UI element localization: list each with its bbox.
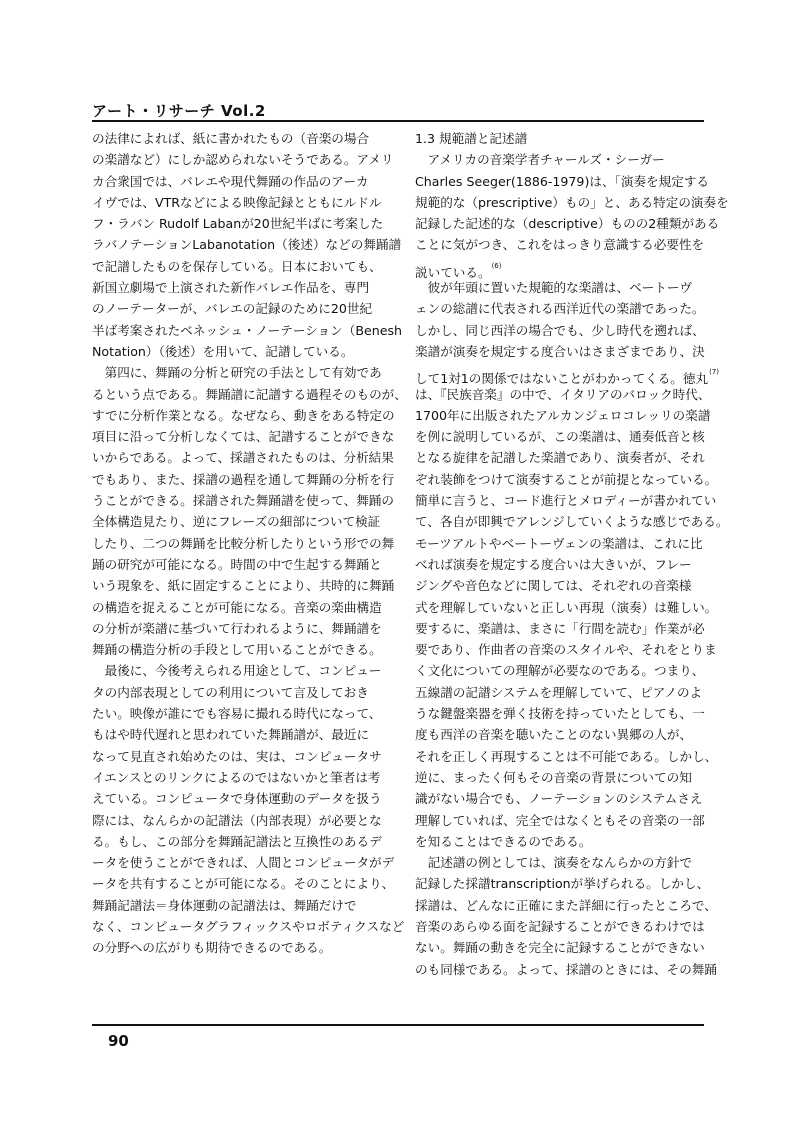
left-column-line-text: イエンスとのリンクによるのではないかと筆者は考 xyxy=(92,769,381,785)
right-column-line xyxy=(415,788,703,809)
right-column-line xyxy=(415,916,703,937)
left-column-line xyxy=(92,682,380,703)
left-column-line-text: 舞踊記譜法＝身体運動の記譜法は、舞踊だけで xyxy=(92,897,357,913)
left-column-line xyxy=(92,277,380,298)
right-column-line-text: 式を理解していないと正しい再現（演奏）は難しい。 xyxy=(415,599,718,615)
left-column-line-text: なく、コンピュータグラフィックスやロボティクスなど xyxy=(92,918,405,934)
right-column-line xyxy=(415,597,718,618)
right-column-line xyxy=(415,703,703,724)
left-column-line-text: 第四に、舞踊の分析と研究の手法として有効であ xyxy=(92,365,382,381)
left-column-line-text: いう現象を、紙に固定することにより、共時的に舞踊 xyxy=(92,578,395,594)
left-column-line-text: なって見直され始めたのは、実は、コンピュータサ xyxy=(92,748,382,764)
left-column-line-text: 半ば考案されたベネッシュ・ノーテーション（Benesh xyxy=(92,322,402,338)
right-column-line-text: しかし、同じ西洋の場合でも、少し時代を遡れば、 xyxy=(415,322,705,338)
right-column-line xyxy=(415,128,703,149)
left-column-line xyxy=(92,703,380,724)
right-column-line xyxy=(415,746,718,767)
right-column-line-text: を例に説明しているが、この楽譜は、通奏低音と核 xyxy=(415,429,705,445)
right-column-line-text: のも同様である。よって、採譜のときには、その舞踊 xyxy=(415,961,717,977)
left-column-line-text: 新国立劇場で上演された新作バレエ作品を、専門 xyxy=(92,280,370,296)
right-column-line-text: うな鍵盤楽器を弾く技術を持っていたとしても、一 xyxy=(415,706,705,722)
left-column-line xyxy=(92,895,380,916)
left-column-line-text: すでに分析作業となる。なぜなら、動きをある特定の xyxy=(92,407,395,423)
header-rule xyxy=(92,120,704,122)
right-column-line-text: 逆に、まったく何もその音楽の背景についての知 xyxy=(415,769,692,785)
right-column-line-text: 記述譜の例としては、演奏をなんらかの方針で xyxy=(415,855,693,871)
right-column-line-text: 記録した記述的な（descriptive）ものの2種類がある xyxy=(415,216,720,232)
right-column-line xyxy=(415,533,703,554)
right-column-line xyxy=(415,171,710,192)
left-column-line xyxy=(92,128,380,149)
right-column-line xyxy=(415,213,720,234)
left-column-line xyxy=(92,660,380,681)
left-column-line-text: もはや時代遅れと思われていた舞踊譜が、最近に xyxy=(92,727,370,743)
left-column-line xyxy=(92,746,380,767)
left-column-line-text: いからである。よって、採譜されたものは、分析結果 xyxy=(92,450,394,466)
right-column-line xyxy=(415,831,703,852)
right-column-line-text: べれば演奏を規定する度合いは大きいが、フレー xyxy=(415,556,692,572)
right-column-line xyxy=(415,362,720,387)
left-column-line-text: の法律によれば、紙に書かれたもの（音楽の場合 xyxy=(92,131,370,146)
right-column-line-text: それを正しく再現することは不可能である。しかし、 xyxy=(415,748,718,764)
left-column-line-text: の楽譜など）にしか認められないそうである。アメリ xyxy=(92,152,394,168)
left-column-line xyxy=(92,575,395,596)
left-column-line xyxy=(92,171,380,192)
right-column-line-text: 簡単に言うと、コード進行とメロディーが書かれてい xyxy=(415,493,717,509)
right-column-line xyxy=(415,511,729,532)
left-column-line xyxy=(92,490,394,511)
right-column-line-text: 彼が年頭に置いた規範的な楽譜は、ベートーヴ xyxy=(415,280,693,296)
right-column-line xyxy=(415,639,717,660)
right-column-line xyxy=(415,320,703,341)
right-column-line-text: モーツアルトやベートーヴェンの楽譜は、これに比 xyxy=(415,535,703,551)
right-column-line-text: く文化についての理解が必要なのである。つまり、 xyxy=(415,663,705,679)
right-column-line-text: ことに気がつき、これをはっきり意識する必要性を xyxy=(415,237,705,253)
right-column-line-text: して1対1の関係ではないことがわかってくる。徳丸 xyxy=(415,371,709,387)
right-column-line xyxy=(415,575,703,596)
left-column-line-text: る。もし、この部分を舞踊記譜法と互換性のあるデ xyxy=(92,833,382,849)
left-column-line-text: ラバノテーションLabanotation（後述）などの舞踊譜 xyxy=(92,237,402,253)
left-column-line xyxy=(92,852,395,873)
right-column-line-text: 五線譜の記譜システムを理解していて、ピアノのよ xyxy=(415,684,703,700)
right-column-line xyxy=(415,660,703,681)
right-column-line xyxy=(415,469,718,490)
right-column-line xyxy=(415,298,703,319)
left-column-line xyxy=(92,916,405,937)
left-column-line xyxy=(92,405,395,426)
right-column-line-text: ジングや音色などに関しては、それぞれの音楽様 xyxy=(415,578,692,594)
left-column-line xyxy=(92,597,380,618)
right-column-line xyxy=(415,937,703,958)
left-column-line-text: フ・ラバン Rudolf Labanが20世紀半ばに考案した xyxy=(92,216,384,232)
left-column-line xyxy=(92,788,380,809)
left-column-line-text: 最後に、今後考えられる用途として、コンピュー xyxy=(92,663,382,679)
right-column-line-text: 楽譜が演奏を規定する度合いはさまざまであり、決 xyxy=(415,343,705,359)
right-column-line xyxy=(415,277,703,298)
right-column-line xyxy=(415,192,729,213)
right-column-line xyxy=(415,724,703,745)
right-column-line xyxy=(415,618,703,639)
left-column-line xyxy=(92,192,380,213)
left-column-line-text: の分野への広がりも期待できるのである。 xyxy=(92,940,332,956)
footer-rule xyxy=(92,1024,704,1026)
left-column-line-text: 踊の研究が可能になる。時間の中で生起する舞踊と xyxy=(92,556,382,572)
left-column-line xyxy=(92,937,380,958)
right-column-line-text: となる旋律を記譜した楽譜であり、演奏者が、それ xyxy=(415,450,705,466)
left-column-line-text: たい。映像が誰にでも容易に撮れる時代になって、 xyxy=(92,706,382,722)
right-column-line xyxy=(415,447,703,468)
left-column-line-text: のノーテーターが、バレエの記録のために20世紀 xyxy=(92,301,373,317)
left-column-line-text: したり、二つの舞踊を比較分析したりという形での舞 xyxy=(92,535,395,551)
left-column-line xyxy=(92,213,384,234)
right-column-line xyxy=(415,682,703,703)
right-column-line-text: 音楽のあらゆる面を記録することができるわけでは xyxy=(415,918,705,934)
right-column-line xyxy=(415,341,703,362)
left-column-line xyxy=(92,639,380,660)
left-column-line-text: うことができる。採譜された舞踊譜を使って、舞踊の xyxy=(92,493,394,509)
right-column-line xyxy=(415,852,703,873)
left-column-line xyxy=(92,810,380,831)
right-column-line xyxy=(415,490,717,511)
right-column-line-text: は、『民族音楽』の中で、イタリアのバロック時代、 xyxy=(415,386,711,402)
running-header-title: アート・リサーチ Vol.2 xyxy=(92,102,266,120)
left-column-line xyxy=(92,426,395,447)
right-column-line xyxy=(415,405,711,426)
right-column-line-text: Charles Seeger(1886-1979)は、「演奏を規定する xyxy=(415,173,710,189)
left-column-line xyxy=(92,533,395,554)
right-column-line-text: 説いている。 xyxy=(415,264,491,280)
right-column-line xyxy=(415,384,711,405)
left-column-line xyxy=(92,873,395,894)
right-column-line-text: 1700年に出版されたアルカンジェロコレッリの楽譜 xyxy=(415,407,711,423)
right-column-line xyxy=(415,959,717,980)
right-column-line-text: ぞれ装飾をつけて演奏することが前提となっている。 xyxy=(415,471,718,487)
left-column-line xyxy=(92,511,380,532)
left-column-line xyxy=(92,384,407,405)
right-column-line xyxy=(415,554,703,575)
left-column-line xyxy=(92,469,395,490)
right-column-line-text: 記録した採譜transcriptionが挙げられる。しかし、 xyxy=(415,876,710,892)
right-column-line-text: て、各自が即興でアレンジしていくような感じである。 xyxy=(415,514,729,530)
left-column-line-text: 舞踊の構造分析の手段として用いることができる。 xyxy=(92,642,382,658)
left-column-line-text: ータを共有することが可能になる。そのことにより、 xyxy=(92,876,395,892)
left-column-line xyxy=(92,256,380,277)
right-column-line-text: 要するに、楽譜は、まさに「行間を読む」作業が必 xyxy=(415,620,705,636)
right-column-line-text: 採譜は、どんなに正確にまた詳細に行ったところで、 xyxy=(415,897,717,913)
left-column xyxy=(92,128,407,959)
left-column-line-text: ータを使うことができれば、人間とコンピュータがデ xyxy=(92,855,395,871)
left-column-line-text: カ合衆国では、バレエや現代舞踊の作品のアーカ xyxy=(92,173,369,189)
right-column xyxy=(415,128,729,980)
left-column-line xyxy=(92,447,394,468)
right-column-line xyxy=(415,767,703,788)
right-column-line-text: 要であり、作曲者の音楽のスタイルや、それをとりま xyxy=(415,642,717,658)
right-column-line xyxy=(415,234,703,255)
left-column-line xyxy=(92,618,380,639)
left-column-line-text: るという点である。舞踊譜に記譜する過程そのものが、 xyxy=(92,386,407,402)
left-column-line-text: で記譜したものを保存している。日本においても、 xyxy=(92,258,382,274)
left-column-line xyxy=(92,298,380,319)
left-column-line xyxy=(92,149,394,170)
right-column-line xyxy=(415,149,703,170)
left-column-line xyxy=(92,554,380,575)
left-column-line xyxy=(92,341,380,362)
left-column-line xyxy=(92,362,380,383)
footnote-marker: (6) xyxy=(491,261,502,270)
left-column-line-text: の構造を捉えることが可能になる。音楽の楽曲構造 xyxy=(92,599,382,615)
right-column-line-text: を知ることはできるのである。 xyxy=(415,833,592,849)
right-column-line-text: 理解していれば、完全ではなくともその音楽の一部 xyxy=(415,812,705,828)
right-column-line-text: アメリカの音楽学者チャールズ・シーガー xyxy=(415,152,665,168)
left-column-line-text: の分析が楽譜に基づいて行われるように、舞踊譜を xyxy=(92,620,382,636)
right-column-line xyxy=(415,873,710,894)
right-column-line-text: 識がない場合でも、ノーテーションのシステムさえ xyxy=(415,791,703,807)
right-column-line-text: 1.3 規範譜と記述譜 xyxy=(415,131,528,146)
left-column-line-text: でもあり、また、採譜の過程を通して舞踊の分析を行 xyxy=(92,471,395,487)
right-column-line xyxy=(415,895,717,916)
left-column-line-text: 全体構造見たり、逆にフレーズの細部について検証 xyxy=(92,514,381,530)
left-column-line-text: 項目に沿って分析しなくては、記譜することができな xyxy=(92,429,395,445)
footnote-marker: (7) xyxy=(709,368,720,377)
right-column-line xyxy=(415,256,703,280)
right-column-line-text: ェンの総譜に代表される西洋近代の楽譜であった。 xyxy=(415,301,705,317)
left-column-line-text: タの内部表現としての利用について言及しておき xyxy=(92,684,369,700)
left-column-line-text: Notation）（後述）を用いて、記譜している。 xyxy=(92,343,354,359)
right-column-line xyxy=(415,426,703,447)
right-column-line-text: 度も西洋の音楽を聴いたことのない異郷の人が、 xyxy=(415,727,693,743)
left-column-line-text: えている。コンピュータで身体運動のデータを扱う xyxy=(92,791,382,807)
right-column-line-text: ない。舞踊の動きを完全に記録することができない xyxy=(415,940,705,956)
left-column-line xyxy=(92,831,380,852)
left-column-line xyxy=(92,767,380,788)
right-column-line xyxy=(415,810,703,831)
left-column-line xyxy=(92,724,380,745)
left-column-line-text: 際には、なんらかの記譜法（内部表現）が必要とな xyxy=(92,812,382,828)
left-column-line-text: イヴでは、VTRなどによる映像記録とともにルドル xyxy=(92,194,382,210)
left-column-line xyxy=(92,320,402,341)
right-column-line-text: 規範的な（prescriptive）もの」と、ある特定の演奏を xyxy=(415,194,729,210)
left-column-line xyxy=(92,234,402,255)
page-number: 90 xyxy=(108,1032,129,1050)
